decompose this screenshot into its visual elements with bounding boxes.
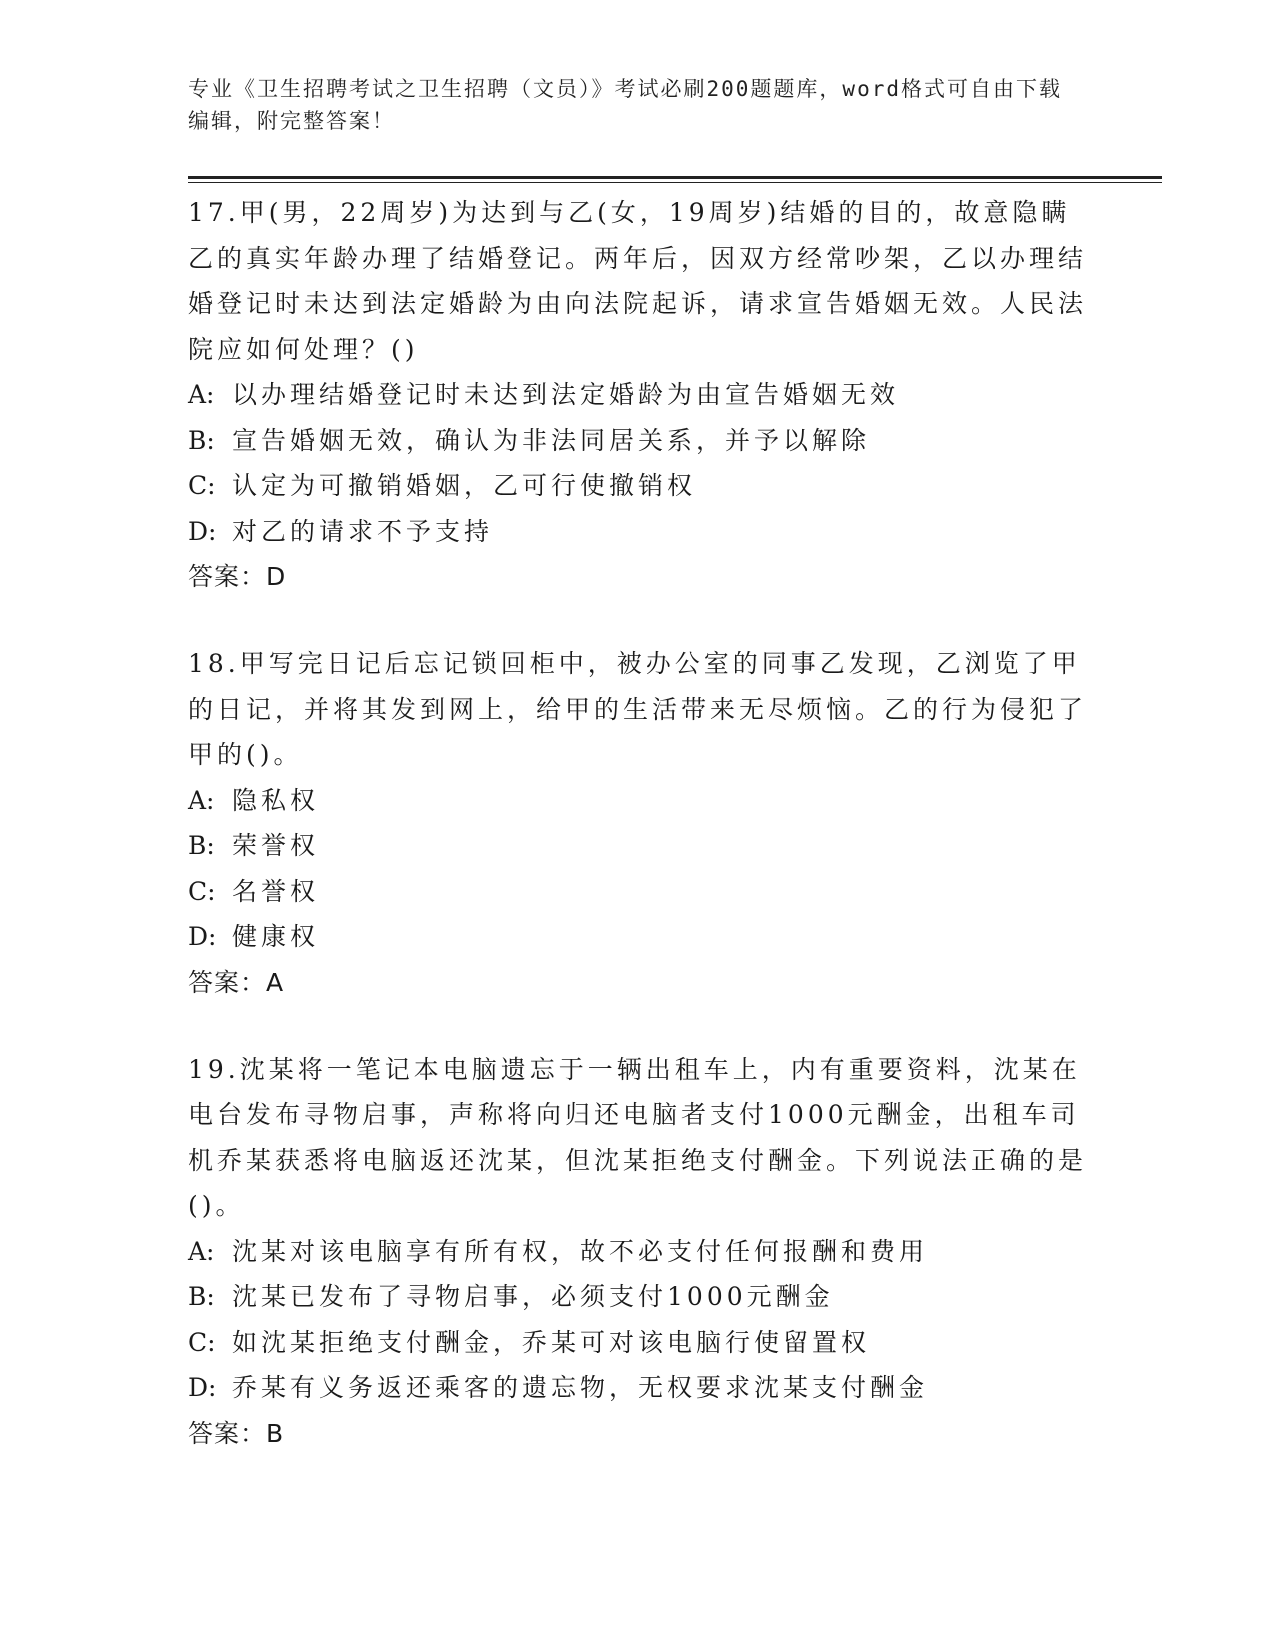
option-text: 隐私权 bbox=[232, 785, 320, 815]
option-b bbox=[188, 1274, 1088, 1320]
option-key: C: bbox=[188, 1327, 216, 1357]
option-a bbox=[188, 778, 1088, 824]
question-19 bbox=[188, 1047, 1088, 1457]
question-stem: 19.沈某将一笔记本电脑遗忘于一辆出租车上，内有重要资料，沈某在电台发布寻物启事，声称将向归还电脑者支付1000元酬金，出租车司机乔某获悉将电脑返还沈某，但沈某拒绝支付酬金。下列说法正确的是()。 bbox=[188, 1054, 1088, 1220]
option-key: D: bbox=[188, 516, 217, 546]
option-text: 名誉权 bbox=[232, 876, 320, 906]
option-d bbox=[188, 914, 1088, 960]
option-text: 宣告婚姻无效，确认为非法同居关系，并予以解除 bbox=[232, 425, 871, 455]
option-key: B: bbox=[188, 1282, 215, 1311]
option-text: 如沈某拒绝支付酬金，乔某可对该电脑行使留置权 bbox=[232, 1327, 871, 1357]
option-a bbox=[188, 372, 1088, 418]
header-divider-thin bbox=[188, 182, 1162, 183]
option-key: B: bbox=[188, 831, 215, 860]
option-text: 沈某已发布了寻物启事，必须支付1000元酬金 bbox=[232, 1282, 834, 1311]
answer-line: 答案：A bbox=[188, 967, 285, 997]
question-18 bbox=[188, 641, 1088, 1006]
option-d bbox=[188, 1365, 1088, 1411]
option-text: 以办理结婚登记时未达到法定婚龄为由宣告婚姻无效 bbox=[232, 380, 900, 409]
option-c bbox=[188, 869, 1088, 915]
answer-line: 答案：D bbox=[188, 562, 287, 591]
option-key: B: bbox=[188, 425, 215, 455]
option-key: A: bbox=[188, 380, 215, 409]
option-text: 乔某有义务返还乘客的遗忘物，无权要求沈某支付酬金 bbox=[232, 1373, 929, 1402]
option-text: 健康权 bbox=[232, 922, 320, 951]
option-text: 认定为可撤销婚姻，乙可行使撤销权 bbox=[232, 471, 697, 500]
option-key: D: bbox=[188, 1373, 217, 1402]
option-b bbox=[188, 418, 1088, 464]
option-key: C: bbox=[188, 876, 216, 906]
document-header: 专业《卫生招聘考试之卫生招聘（文员）》考试必刷200题题库，word格式可自由下载编辑，附完整答案！ bbox=[188, 77, 1062, 133]
question-stem: 18.甲写完日记后忘记锁回柜中，被办公室的同事乙发现，乙浏览了甲的日记，并将其发到网上，给甲的生活带来无尽烦恼。乙的行为侵犯了甲的()。 bbox=[188, 649, 1088, 769]
option-key: D: bbox=[188, 922, 217, 951]
question-list bbox=[188, 190, 1088, 1498]
answer-line: 答案：B bbox=[188, 1418, 285, 1448]
header-divider-thick bbox=[188, 176, 1162, 179]
option-text: 对乙的请求不予支持 bbox=[232, 516, 494, 546]
question-stem: 17.甲(男，22周岁)为达到与乙(女，19周岁)结婚的目的，故意隐瞒乙的真实年龄办理了结婚登记。两年后，因双方经常吵架，乙以办理结婚登记时未达到法定婚龄为由向法院起诉，请求宣告婚姻无效。人民法院应如何处理？() bbox=[188, 198, 1088, 364]
option-c bbox=[188, 1320, 1088, 1366]
option-key: C: bbox=[188, 471, 216, 500]
option-c bbox=[188, 463, 1088, 509]
question-17 bbox=[188, 190, 1088, 600]
option-key: A: bbox=[188, 785, 215, 815]
option-key: A: bbox=[188, 1236, 215, 1266]
option-a bbox=[188, 1229, 1088, 1275]
option-b bbox=[188, 823, 1088, 869]
option-text: 沈某对该电脑享有所有权，故不必支付任何报酬和费用 bbox=[232, 1236, 929, 1266]
option-d bbox=[188, 509, 1088, 555]
option-text: 荣誉权 bbox=[232, 831, 320, 860]
